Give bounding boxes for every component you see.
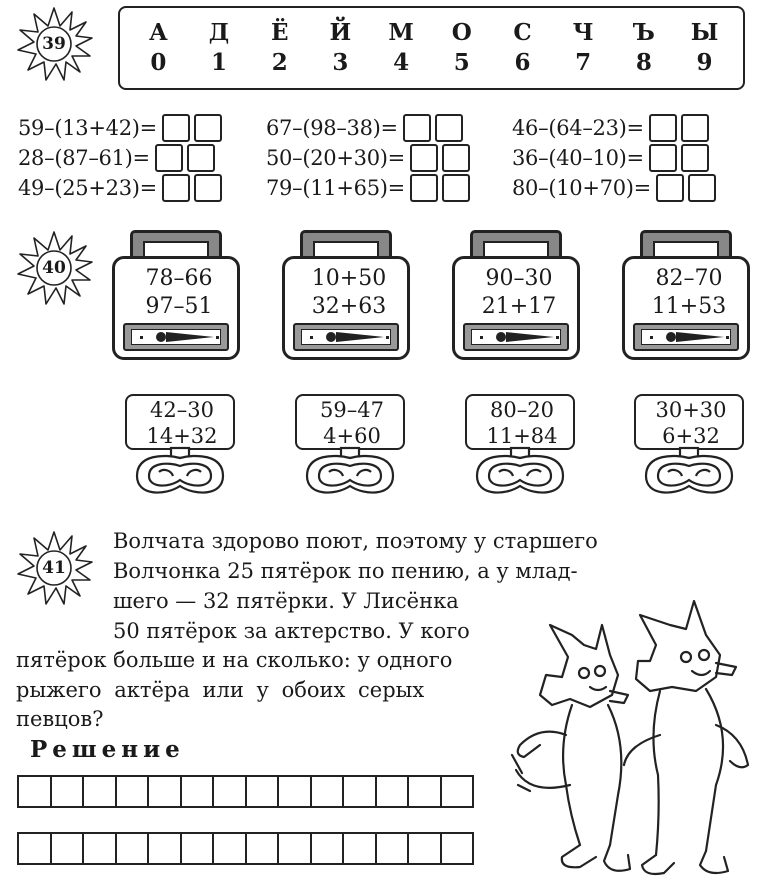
padlock-body bbox=[452, 256, 580, 360]
padlock bbox=[452, 230, 580, 362]
keyhole-plate bbox=[123, 323, 229, 351]
key-bow-icon bbox=[125, 446, 235, 498]
key-cell bbox=[191, 18, 247, 78]
equation-item bbox=[512, 173, 716, 203]
wolf-cubs-illustration bbox=[510, 595, 758, 880]
answer-box[interactable] bbox=[162, 174, 190, 202]
grid-cell[interactable] bbox=[342, 832, 377, 865]
key-cell bbox=[434, 18, 490, 78]
key-letter: Ё bbox=[270, 19, 289, 46]
padlock-body bbox=[282, 256, 410, 360]
answer-box[interactable] bbox=[410, 144, 438, 172]
key-expression-1: 59–47 bbox=[320, 398, 384, 422]
key-expression-2: 14+32 bbox=[146, 424, 218, 448]
key-letter: Ы bbox=[690, 19, 719, 46]
lock-expression-2: 97–51 bbox=[145, 294, 213, 319]
lock-expression-1: 82–70 bbox=[655, 266, 723, 291]
keyhole-icon bbox=[666, 332, 676, 342]
answer-box[interactable] bbox=[656, 174, 684, 202]
equation-text: 80–(10+70)= bbox=[512, 176, 651, 200]
lock-expression-2: 21+17 bbox=[481, 294, 557, 319]
padlock-shackle bbox=[300, 230, 392, 256]
grid-cell[interactable] bbox=[310, 775, 345, 808]
key-cell bbox=[616, 18, 672, 78]
equation-item bbox=[266, 173, 470, 203]
key-cell bbox=[373, 18, 429, 78]
grid-cell[interactable] bbox=[245, 775, 280, 808]
answer-box[interactable] bbox=[194, 174, 222, 202]
key-letter: Ч bbox=[572, 19, 594, 46]
equation-item bbox=[266, 143, 470, 173]
equation-text: 67–(98–38)= bbox=[266, 116, 398, 140]
solution-title: Решение bbox=[30, 736, 185, 763]
grid-cell[interactable] bbox=[50, 832, 85, 865]
key-digit: 1 bbox=[211, 49, 228, 76]
key-letter: С bbox=[513, 19, 532, 46]
grid-cell[interactable] bbox=[180, 775, 215, 808]
key-expression-2: 11+84 bbox=[486, 424, 558, 448]
key-digit: 6 bbox=[514, 49, 531, 76]
task-number-badge-40 bbox=[14, 228, 94, 308]
key-cell bbox=[130, 18, 186, 78]
key-expression-1: 42–30 bbox=[150, 398, 214, 422]
answer-grid-row-1[interactable] bbox=[17, 775, 472, 808]
key-expression-1: 30+30 bbox=[655, 398, 727, 422]
grid-cell[interactable] bbox=[17, 775, 52, 808]
equation-item bbox=[512, 113, 709, 143]
answer-box[interactable] bbox=[194, 114, 222, 142]
keyhole-icon bbox=[496, 332, 506, 342]
lock-expression-2: 32+63 bbox=[311, 294, 387, 319]
key-letter: А bbox=[148, 19, 168, 46]
grid-cell[interactable] bbox=[440, 775, 475, 808]
equation-text: 49–(25+23)= bbox=[18, 176, 157, 200]
key-digit: 9 bbox=[696, 49, 713, 76]
problem-line-3: шего — 32 пятёрки. У Лисёнка bbox=[113, 589, 459, 613]
answer-box[interactable] bbox=[403, 114, 431, 142]
grid-cell[interactable] bbox=[342, 775, 377, 808]
equation-item bbox=[512, 143, 709, 173]
key bbox=[295, 394, 405, 504]
key-bow-icon bbox=[295, 446, 405, 498]
keyhole-icon bbox=[326, 332, 336, 342]
keyhole-plate bbox=[463, 323, 569, 351]
grid-cell[interactable] bbox=[407, 775, 442, 808]
lock-expression-1: 90–30 bbox=[485, 266, 553, 291]
padlock bbox=[622, 230, 750, 362]
lock-expression-2: 11+53 bbox=[651, 294, 727, 319]
key bbox=[634, 394, 744, 504]
key-digit: 0 bbox=[150, 49, 167, 76]
answer-box[interactable] bbox=[410, 174, 438, 202]
key-cell bbox=[494, 18, 550, 78]
key-digit: 8 bbox=[635, 49, 652, 76]
equation-item bbox=[18, 173, 222, 203]
equation-text: 79–(11+65)= bbox=[266, 176, 405, 200]
key bbox=[125, 394, 235, 504]
padlock bbox=[112, 230, 240, 362]
key-tag bbox=[125, 394, 235, 450]
padlock-shackle bbox=[640, 230, 732, 256]
equation-text: 46–(64–23)= bbox=[512, 116, 644, 140]
answer-grid-row-2[interactable] bbox=[17, 832, 472, 865]
key-digit: 4 bbox=[393, 49, 410, 76]
answer-box[interactable] bbox=[442, 174, 470, 202]
key-digit: 2 bbox=[271, 49, 288, 76]
grid-cell[interactable] bbox=[212, 775, 247, 808]
equation-text: 50–(20+30)= bbox=[266, 146, 405, 170]
grid-cell[interactable] bbox=[212, 832, 247, 865]
key-bow-icon bbox=[465, 446, 575, 498]
padlock-shackle bbox=[130, 230, 222, 256]
grid-cell[interactable] bbox=[310, 832, 345, 865]
key-cell bbox=[555, 18, 611, 78]
grid-cell[interactable] bbox=[440, 832, 475, 865]
task-number-badge-41 bbox=[14, 528, 94, 608]
grid-cell[interactable] bbox=[115, 832, 150, 865]
key-cell bbox=[312, 18, 368, 78]
key-digit: 7 bbox=[575, 49, 592, 76]
key-tag bbox=[634, 394, 744, 450]
grid-cell[interactable] bbox=[375, 832, 410, 865]
problem-line-5: пятёрок больше и на сколько: у одного bbox=[16, 648, 453, 672]
equation-item bbox=[18, 143, 215, 173]
keyhole-plate bbox=[293, 323, 399, 351]
key bbox=[465, 394, 575, 504]
answer-box[interactable] bbox=[162, 114, 190, 142]
key-letter: Й bbox=[329, 19, 352, 46]
keyhole-plate bbox=[633, 323, 739, 351]
lock-expression-1: 78–66 bbox=[145, 266, 213, 291]
grid-cell[interactable] bbox=[277, 775, 312, 808]
key-letter: Д bbox=[208, 19, 230, 46]
answer-box[interactable] bbox=[187, 144, 215, 172]
grid-cell[interactable] bbox=[180, 832, 215, 865]
problem-line-7: певцов? bbox=[16, 707, 104, 731]
grid-cell[interactable] bbox=[115, 775, 150, 808]
answer-box[interactable] bbox=[681, 114, 709, 142]
answer-box[interactable] bbox=[442, 144, 470, 172]
key-letter: Ъ bbox=[632, 19, 655, 46]
grid-cell[interactable] bbox=[147, 775, 182, 808]
answer-box[interactable] bbox=[681, 144, 709, 172]
keyhole-icon bbox=[156, 332, 166, 342]
problem-line-1: Волчата здорово поют, поэтому у старшего bbox=[113, 529, 598, 553]
equation-text: 28–(87–61)= bbox=[18, 146, 150, 170]
key-expression-2: 6+32 bbox=[662, 424, 720, 448]
problem-line-6: рыжего актёра или у обоих серых bbox=[16, 678, 425, 702]
padlock bbox=[282, 230, 410, 362]
key-expression-1: 80–20 bbox=[490, 398, 554, 422]
key-cell bbox=[252, 18, 308, 78]
key-digit: 3 bbox=[332, 49, 349, 76]
grid-cell[interactable] bbox=[407, 832, 442, 865]
cipher-key-table bbox=[118, 6, 745, 90]
equation-text: 59–(13+42)= bbox=[18, 116, 157, 140]
answer-box[interactable] bbox=[649, 114, 677, 142]
key-digit: 5 bbox=[453, 49, 470, 76]
grid-cell[interactable] bbox=[50, 775, 85, 808]
grid-cell[interactable] bbox=[82, 775, 117, 808]
grid-cell[interactable] bbox=[17, 832, 52, 865]
key-tag bbox=[465, 394, 575, 450]
grid-cell[interactable] bbox=[147, 832, 182, 865]
key-tag bbox=[295, 394, 405, 450]
padlock-body bbox=[622, 256, 750, 360]
key-expression-2: 4+60 bbox=[323, 424, 381, 448]
padlock-shackle bbox=[470, 230, 562, 256]
key-cell bbox=[677, 18, 733, 78]
key-letter: М bbox=[388, 19, 414, 46]
task-number: 41 bbox=[42, 558, 66, 578]
answer-box[interactable] bbox=[435, 114, 463, 142]
padlock-body bbox=[112, 256, 240, 360]
answer-box[interactable] bbox=[649, 144, 677, 172]
grid-cell[interactable] bbox=[82, 832, 117, 865]
equation-item bbox=[266, 113, 463, 143]
problem-line-4: 50 пятёрок за актерство. У кого bbox=[113, 619, 470, 643]
key-letter: О bbox=[451, 19, 472, 46]
problem-line-2: Волчонка 25 пятёрок по пению, а у млад- bbox=[113, 559, 578, 583]
equation-text: 36–(40–10)= bbox=[512, 146, 644, 170]
task-number-badge-39 bbox=[14, 4, 94, 84]
lock-expression-1: 10+50 bbox=[311, 266, 387, 291]
grid-cell[interactable] bbox=[277, 832, 312, 865]
equation-item bbox=[18, 113, 222, 143]
grid-cell[interactable] bbox=[375, 775, 410, 808]
key-bow-icon bbox=[634, 446, 744, 498]
grid-cell[interactable] bbox=[245, 832, 280, 865]
answer-box[interactable] bbox=[688, 174, 716, 202]
answer-box[interactable] bbox=[155, 144, 183, 172]
task-number: 40 bbox=[42, 258, 66, 278]
task-number: 39 bbox=[42, 34, 66, 54]
